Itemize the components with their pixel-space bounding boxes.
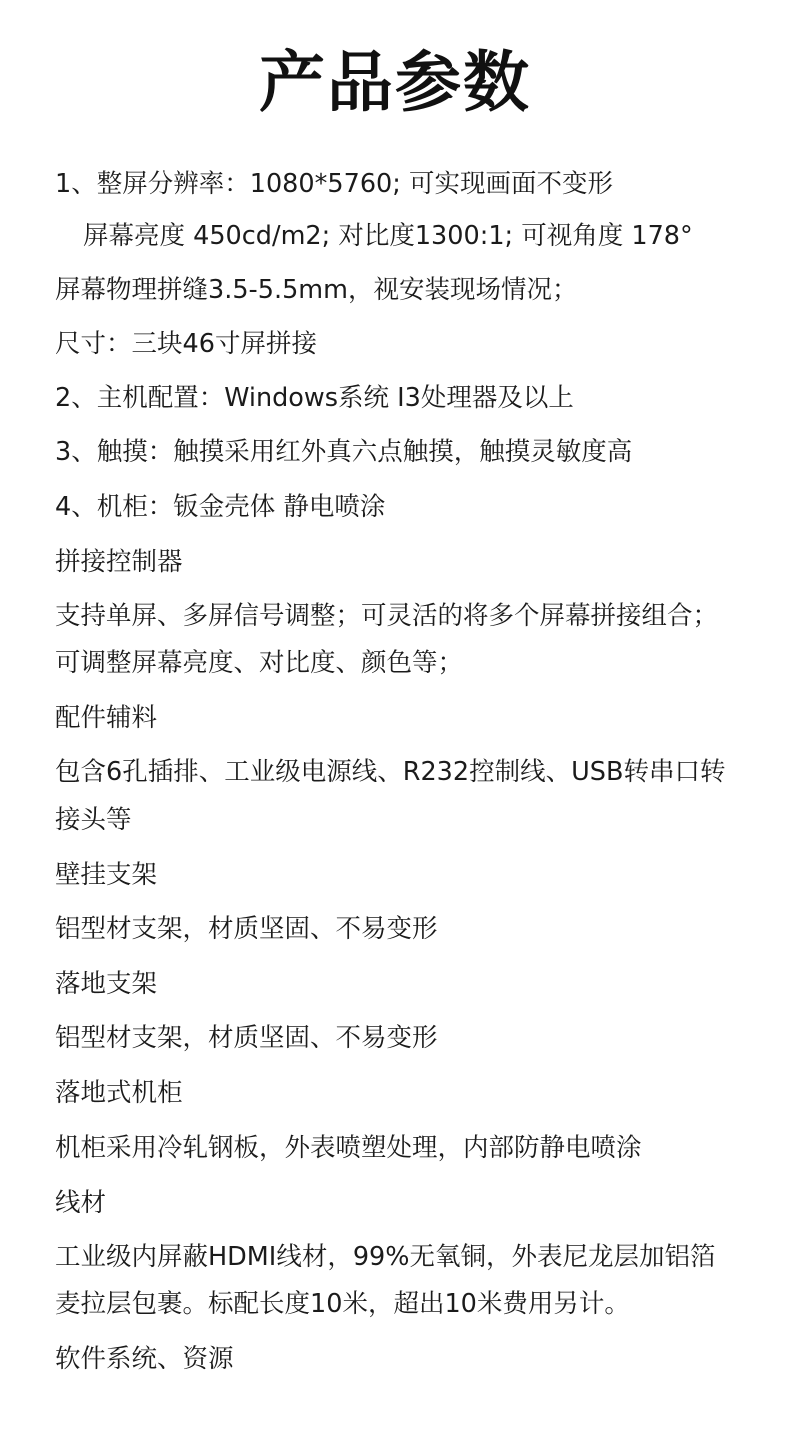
section-desc-wall-mount: 铝型材支架，材质坚固、不易变形 [55,906,735,953]
section-heading-accessories: 配件辅料 [55,695,735,742]
section-heading-wall-mount: 壁挂支架 [55,852,735,899]
spec-line-brightness: 屏幕亮度 450cd/m2; 对比度1300:1; 可视角度 178° [55,213,735,260]
spec-line-seam: 屏幕物理拼缝3.5-5.5mm，视安装现场情况； [55,267,735,314]
spec-line-cabinet: 4、机柜：钣金壳体 静电喷涂 [55,484,735,531]
section-heading-floor-cabinet: 落地式机柜 [55,1070,735,1117]
section-desc-floor-cabinet: 机柜采用冷轧钢板，外表喷塑处理，内部防静电喷涂 [55,1125,735,1172]
section-heading-controller: 拼接控制器 [55,539,735,586]
section-desc-cable: 工业级内屏蔽HDMI线材，99%无氧铜，外表尼龙层加铝箔麦拉层包裹。标配长度10米，超出10米费用另计。 [55,1234,735,1328]
section-desc-accessories: 包含6孔插排、工业级电源线、R232控制线、USB转串口转接头等 [55,749,735,843]
spec-line-host-config: 2、主机配置：Windows系统 I3处理器及以上 [55,375,735,422]
section-desc-controller: 支持单屏、多屏信号调整；可灵活的将多个屏幕拼接组合；可调整屏幕亮度、对比度、颜色等； [55,593,735,687]
spec-line-size: 尺寸：三块46寸屏拼接 [55,321,735,368]
spec-line-resolution: 1、整屏分辨率：1080*5760; 可实现画面不变形 [55,161,735,208]
section-heading-cable: 线材 [55,1180,735,1227]
spec-list [0,135,790,1430]
section-heading-floor-stand: 落地支架 [55,961,735,1008]
spec-line-touch: 3、触摸：触摸采用红外真六点触摸，触摸灵敏度高 [55,429,735,476]
section-heading-software: 软件系统、资源 [55,1336,735,1383]
section-desc-floor-stand: 铝型材支架，材质坚固、不易变形 [55,1015,735,1062]
page-title: 产品参数 [0,0,790,135]
